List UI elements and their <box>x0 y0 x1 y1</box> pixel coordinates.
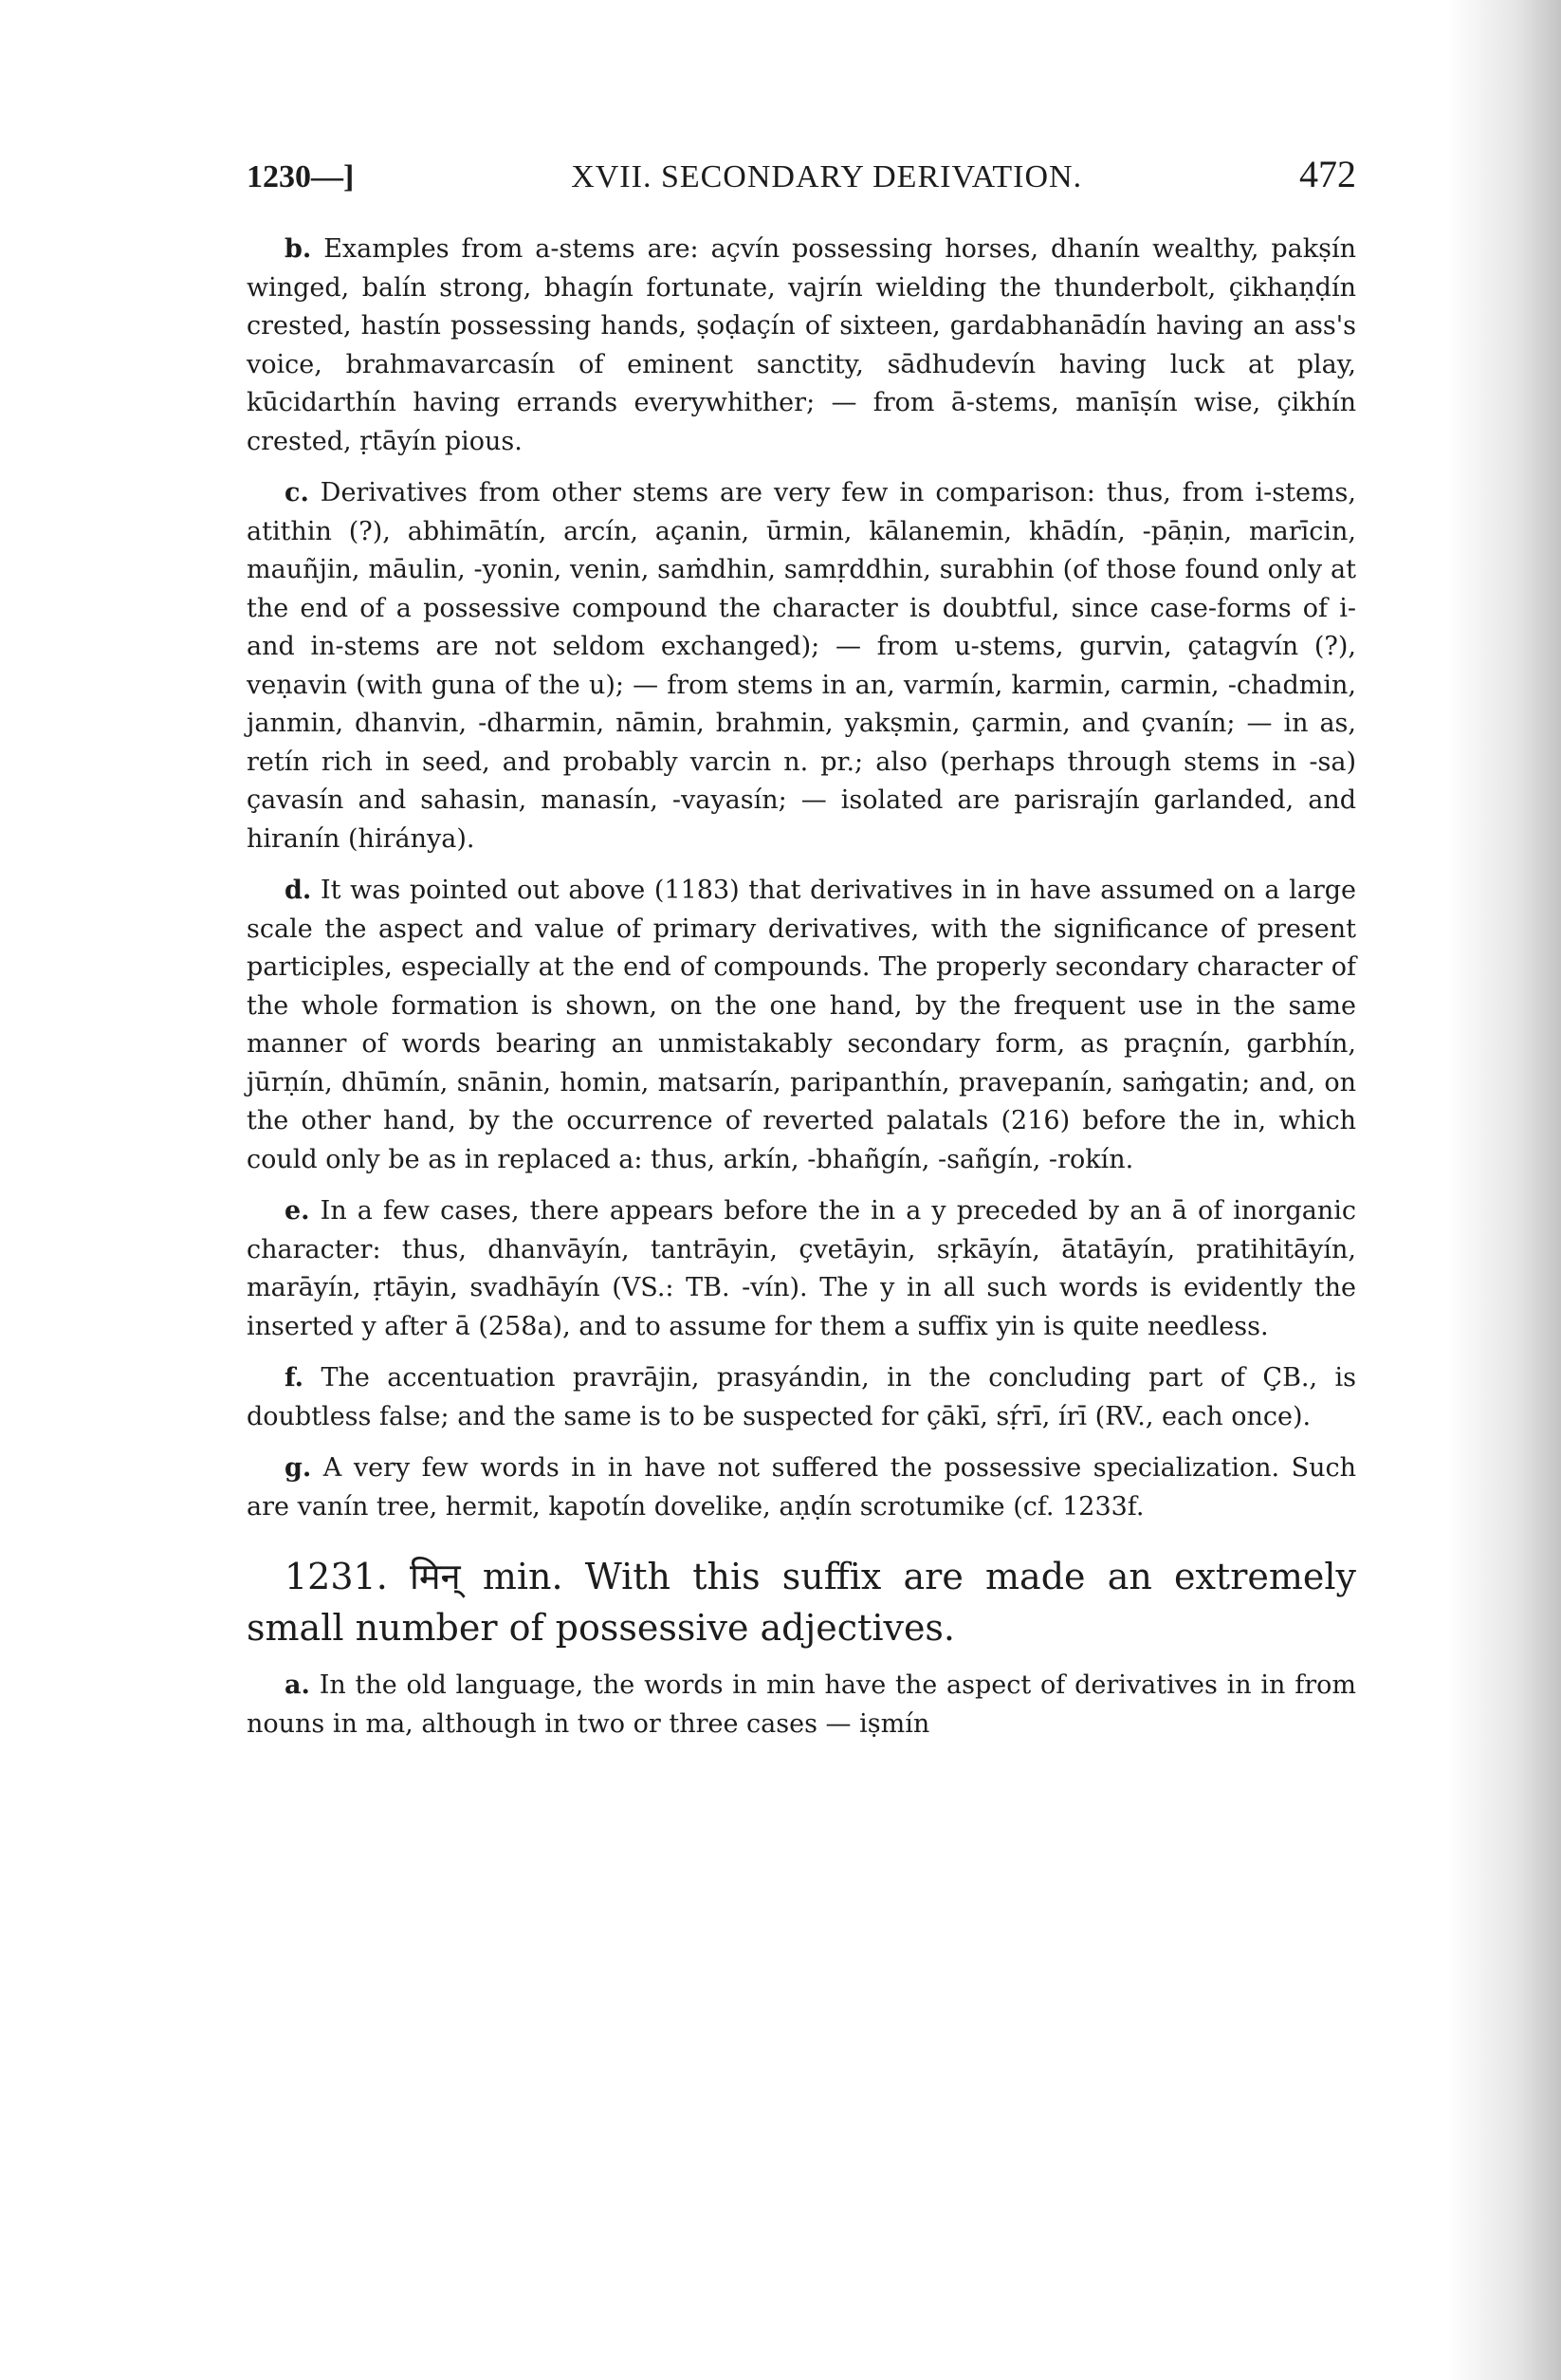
page-number: 472 <box>1298 153 1356 195</box>
book-page <box>247 152 1356 1757</box>
paragraph-text: Examples from a-stems are: açvín possessing horses, dhanín wealthy, pakṣín winged, balín strong, bhagín fortunate, vajrín wielding the thunderbolt, çikhaṇḍín crested, hastín possessing hands, ṣoḍaçín of sixteen, gardabhanādín having an ass's voice, brahmavarcasín of eminent sanctity, sādhudevín having luck at play, kūcidarthín having errands everywhither; — from ā-stems, manīṣín wise, çikhín crested, ṛtāyín pious. <box>247 234 1356 456</box>
paragraph-label: a. <box>285 1670 310 1700</box>
running-header <box>247 152 1356 196</box>
paragraph-label: b. <box>285 234 312 264</box>
paragraph-text: In the old language, the words in min have the aspect of derivatives in in from nouns in ma, although in two or three cases — iṣmín <box>247 1670 1356 1739</box>
rule-text: मिन् min. With this suffix are made an extremely small number of possessive adjectives. <box>247 1556 1356 1649</box>
paragraph-g <box>247 1449 1356 1526</box>
paragraph-b <box>247 231 1356 461</box>
paragraph-label: g. <box>285 1453 312 1483</box>
rule-number: 1231. <box>285 1556 388 1597</box>
paragraph-label: d. <box>285 876 312 905</box>
paragraph-text: The accentuation pravrājin, prasyándin, in the concluding part of ÇB., is doubtless false; and the same is to be suspected for çākī, sṛ́rī, írī (RV., each once). <box>247 1363 1356 1431</box>
paragraph-text: A very few words in in have not suffered the possessive specialization. Such are vanín tree, hermit, kapotín dovelike, aṇḍín scrotumike (cf. 1233f. <box>247 1453 1356 1522</box>
paragraph-text: Derivatives from other stems are very few in comparison: thus, from i-stems, atithin (?), abhimātín, arcín, açanin, ūrmin, kālanemin, khādín, -pāṇin, marīcin, mauñjin, māulin, -yonin, venin, saṁdhin, samṛddhin, surabhin (of those found only at the end of a possessive compound the character is doubtful, since case-forms of i- and in-stems are not seldom exchanged); — from u-stems, gurvin, çatagvín (?), veṇavin (with guna of the u); — from stems in an, varmín, karmin, carmin, -chadmin, janmin, dhanvin, -dharmin, nāmin, brahmin, yakṣmin, çarmin, and çvanín; — in as, retín rich in seed, and probably varcin n. pr.; also (perhaps through stems in -sa) çavasín and sahasin, manasín, -vayasín; — isolated are parisrajín garlanded, and hiranín (hiránya). <box>247 478 1356 854</box>
page-edge-shadow <box>1447 0 1561 2380</box>
paragraph-label: e. <box>285 1196 310 1226</box>
paragraph-a <box>247 1667 1356 1743</box>
rule-1231 <box>247 1551 1356 1653</box>
paragraph-text: In a few cases, there appears before the in a y preceded by an ā of inorganic character: thus, dhanvāyín, tantrāyin, çvetāyin, sṛkāyín, ātatāyín, pratihitāyín, marāyín, ṛtāyin, svadhāyín (VS.: TB. -vín). The y in all such words is evidently the inserted y after ā (258a), and to assume for them a suffix yin is quite needless. <box>247 1196 1356 1341</box>
paragraph-label: c. <box>285 478 309 507</box>
paragraph-d <box>247 872 1356 1179</box>
paragraph-f <box>247 1359 1356 1436</box>
chapter-title: XVII. SECONDARY DERIVATION. <box>571 159 1083 194</box>
section-reference: 1230—] <box>247 159 355 194</box>
paragraph-e <box>247 1192 1356 1346</box>
paragraph-c <box>247 474 1356 858</box>
paragraph-label: f. <box>285 1363 304 1393</box>
paragraph-text: It was pointed out above (1183) that derivatives in in have assumed on a large scale the aspect and value of primary derivatives, with the significance of present participles, especially at the end of compounds. The properly secondary character of the whole formation is shown, on the one hand, by the frequent use in the same manner of words bearing an unmistakably secondary form, as praçnín, garbhín, jūrṇín, dhūmín, snānin, homin, matsarín, paripanthín, pravepanín, saṁgatin; and, on the other hand, by the occurrence of reverted palatals (216) before the in, which could only be as in replaced a: thus, arkín, -bhañgín, -sañgín, -rokín. <box>247 876 1356 1174</box>
